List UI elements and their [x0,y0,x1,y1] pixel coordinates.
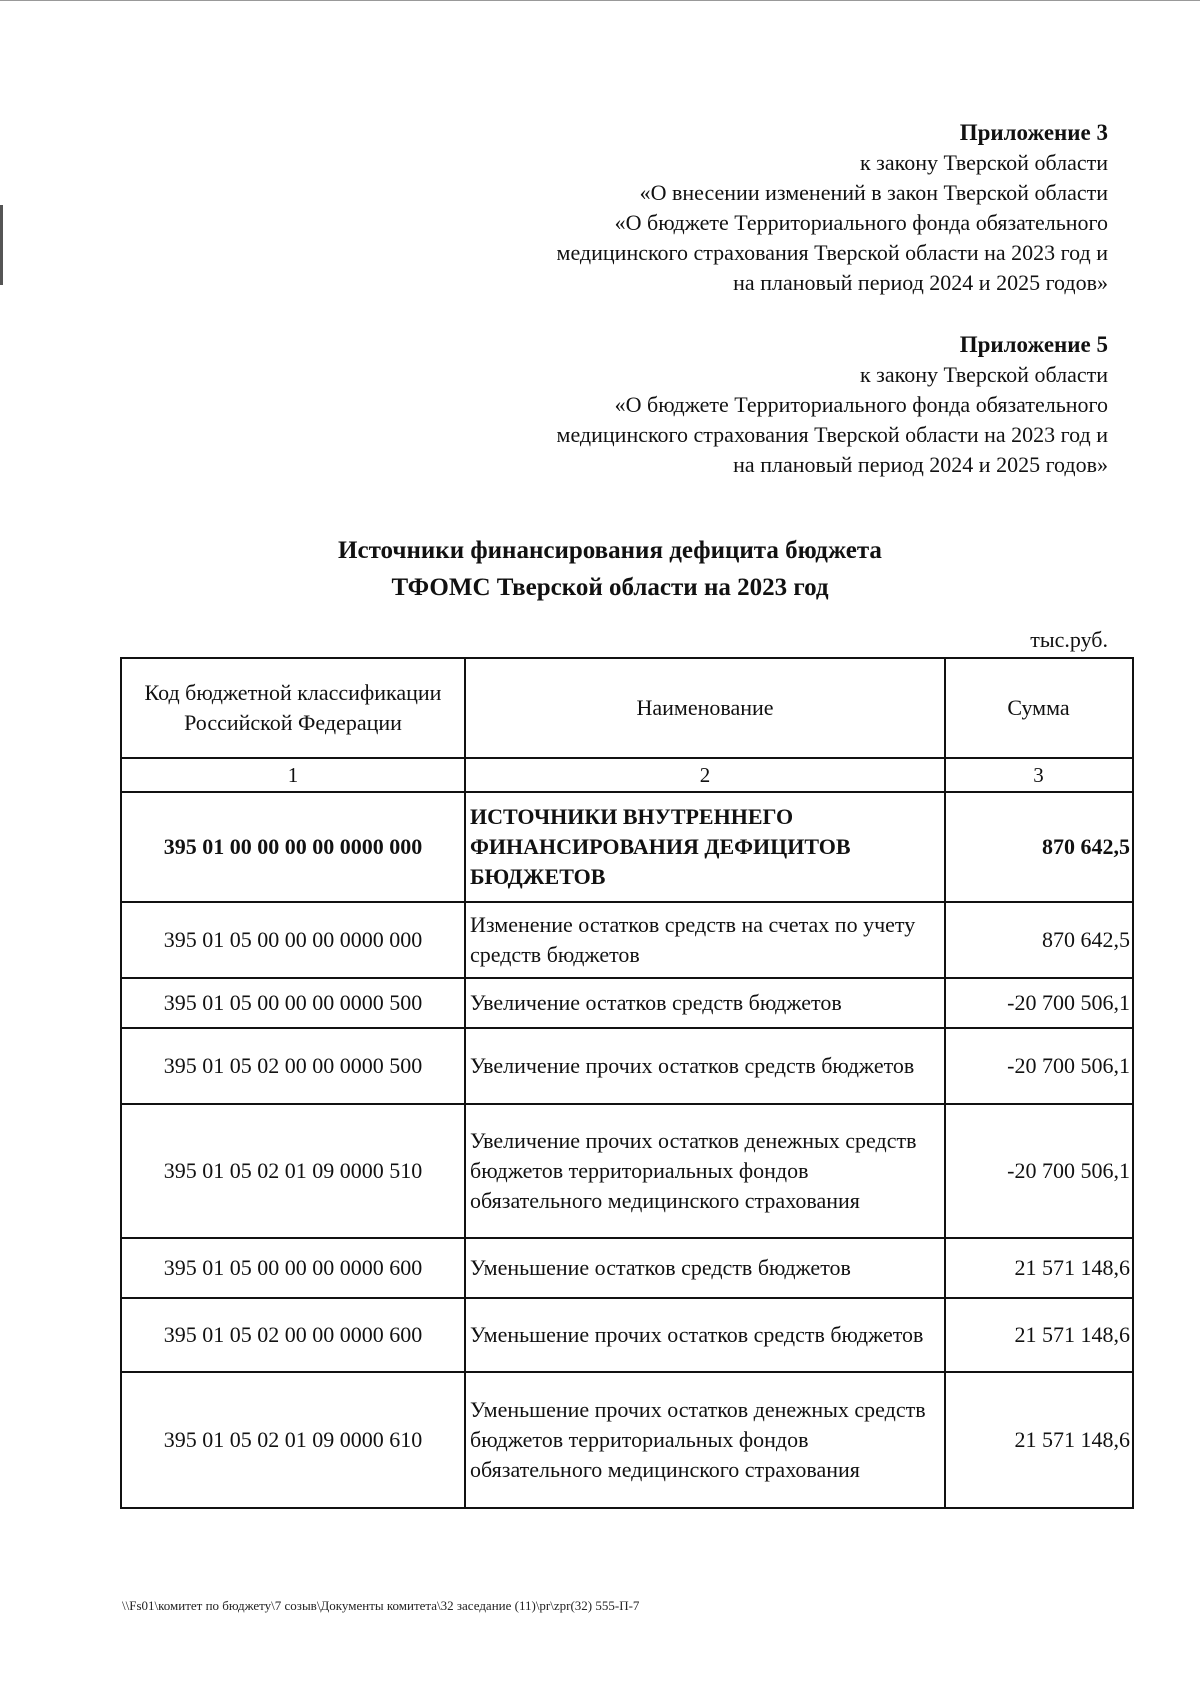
document-title-line-1: Источники финансирования дефицита бюджета [338,537,882,564]
row-name: Уменьшение прочих остатков денежных средств бюджетов территориальных фондов обязательного медицинского страхования [465,1372,945,1508]
appendix-5-line: на плановый период 2024 и 2025 годов» [733,452,1108,477]
row-sum: -20 700 506,1 [945,1104,1133,1238]
row-sum: 870 642,5 [945,902,1133,978]
document-title-line-2: ТФОМС Тверской области на 2023 год [391,574,829,601]
appendix-3-line: медицинского страхования Тверской области на 2023 год и [556,240,1108,265]
table-row [121,1372,1133,1508]
row-code: 395 01 05 02 00 00 0000 500 [121,1028,465,1104]
column-number: 3 [945,758,1133,792]
appendix-3-line: к закону Тверской области [859,150,1108,175]
column-number-row [121,758,1133,792]
table-row [121,1028,1133,1104]
row-code: 395 01 05 00 00 00 0000 600 [121,1238,465,1298]
appendix-5-line: медицинского страхования Тверской области на 2023 год и [556,422,1108,447]
column-number: 1 [121,758,465,792]
appendix-3-line: «О внесении изменений в закон Тверской области [639,180,1108,205]
row-name: Уменьшение прочих остатков средств бюджетов [465,1298,945,1372]
row-name: ИСТОЧНИКИ ВНУТРЕННЕГО ФИНАНСИРОВАНИЯ ДЕФИЦИТОВ БЮДЖЕТОВ [465,792,945,902]
row-name: Увеличение остатков средств бюджетов [465,978,945,1028]
row-sum: 21 571 148,6 [945,1372,1133,1508]
header-code: Код бюджетной классификации Российской Федерации [121,658,465,758]
financing-sources-table [120,657,1134,1509]
appendix-5-header [557,330,1108,480]
header-sum: Сумма [945,658,1133,758]
appendix-3-title: Приложение 3 [959,120,1108,145]
appendix-3-header [557,118,1108,298]
table-row [121,1104,1133,1238]
unit-label: тыс.руб. [1030,627,1108,652]
table-row [121,902,1133,978]
appendix-5-title: Приложение 5 [959,332,1108,357]
row-code: 395 01 05 00 00 00 0000 500 [121,978,465,1028]
table-row [121,792,1133,902]
appendix-5-line: к закону Тверской области [859,362,1108,387]
row-sum: 870 642,5 [945,792,1133,902]
table-row [121,1298,1133,1372]
row-code: 395 01 05 02 01 09 0000 610 [121,1372,465,1508]
row-code: 395 01 05 02 00 00 0000 600 [121,1298,465,1372]
row-sum: -20 700 506,1 [945,1028,1133,1104]
scan-artifact [0,205,3,285]
row-name: Увеличение прочих остатков денежных средств бюджетов территориальных фондов обязательного медицинского страхования [465,1104,945,1238]
row-name: Изменение остатков средств на счетах по учету средств бюджетов [465,902,945,978]
header-name: Наименование [465,658,945,758]
table-row [121,1238,1133,1298]
row-name: Увеличение прочих остатков средств бюджетов [465,1028,945,1104]
appendix-3-line: «О бюджете Территориального фонда обязательного [614,210,1108,235]
row-code: 395 01 05 02 01 09 0000 510 [121,1104,465,1238]
row-sum: 21 571 148,6 [945,1298,1133,1372]
table-row [121,978,1133,1028]
row-code: 395 01 00 00 00 00 0000 000 [121,792,465,902]
appendix-3-line: на плановый период 2024 и 2025 годов» [733,270,1108,295]
table-header-row [121,658,1133,758]
row-sum: 21 571 148,6 [945,1238,1133,1298]
row-sum: -20 700 506,1 [945,978,1133,1028]
document-title [0,532,1200,606]
footer-file-path: \\Fs01\комитет по бюджету\7 созыв\Документы комитета\32 заседание (11)\pr\zpr(32) 555-П-7 [122,1598,640,1613]
column-number: 2 [465,758,945,792]
appendix-5-line: «О бюджете Территориального фонда обязательного [614,392,1108,417]
row-name: Уменьшение остатков средств бюджетов [465,1238,945,1298]
row-code: 395 01 05 00 00 00 0000 000 [121,902,465,978]
scan-border [0,0,1200,1]
